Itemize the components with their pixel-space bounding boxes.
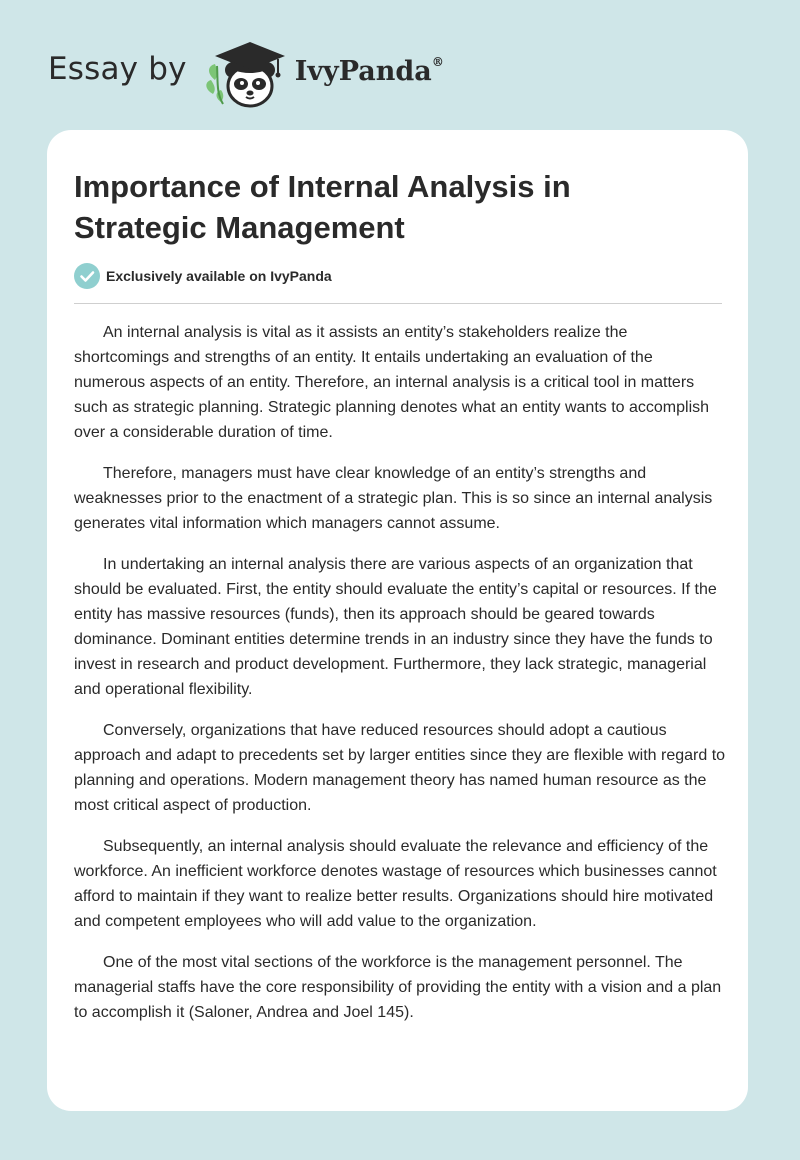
brand-header <box>48 36 444 110</box>
paragraph: Subsequently, an internal analysis should evaluate the relevance and efficiency of the workforce. An inefficient workforce denotes wastage of resources which businesses cannot afford to maintain if they want to realize better results. Organizations should hire motivated and competent employees who will add value to the organization. <box>74 838 717 930</box>
paragraph: Therefore, managers must have clear knowledge of an entity’s strengths and weaknesses prior to the enactment of a strategic plan. This is so since an internal analysis generates vital information which managers cannot assume. <box>74 465 713 532</box>
paragraph: Conversely, organizations that have reduced resources should adopt a cautious approach and adapt to precedents set by larger entities since they are flexible with regard to planning and operations. Modern management theory has named human resource as the most critical aspect of production. <box>74 722 726 814</box>
paragraph: An internal analysis is vital as it assists an entity’s stakeholders realize the shortcomings and strengths of an entity. It entails undertaking an evaluation of the numerous aspects of an entity. Therefore, an internal analysis is a critical tool in matters such as strategic planning. Strategic planning denotes what an entity wants to accomplish over a considerable duration of time. <box>74 324 710 441</box>
check-circle-icon <box>74 263 100 289</box>
brand-name[interactable] <box>295 56 444 87</box>
brand-prefix: Essay by <box>48 51 187 87</box>
registered-mark: ® <box>431 54 444 69</box>
article-body <box>74 320 726 1041</box>
paragraph: One of the most vital sections of the workforce is the management personnel. The managerial staffs have the core responsibility of providing the entity with a vision and a plan to accomplish it (Saloner, Andrea and Joel 145). <box>74 954 722 1021</box>
brand-name-text: IvyPanda <box>294 55 432 87</box>
page-title: Importance of Internal Analysis in Strategic Management <box>74 169 571 245</box>
essay-card <box>47 130 748 1111</box>
divider <box>74 303 722 304</box>
paragraph: In undertaking an internal analysis there are various aspects of an organization that should be evaluated. First, the entity should evaluate the entity’s capital or resources. If the entity has massive resources (funds), then its approach should be geared towards dominance. Dominant entities determine trends in an industry since they have the funds to invest in research and product development. Furthermore, they lack strategic, managerial and operational flexibility. <box>74 556 717 698</box>
exclusive-badge <box>74 263 332 289</box>
ivypanda-logo-icon[interactable] <box>205 36 289 110</box>
exclusive-badge-text: Exclusively available on IvyPanda <box>106 268 332 284</box>
